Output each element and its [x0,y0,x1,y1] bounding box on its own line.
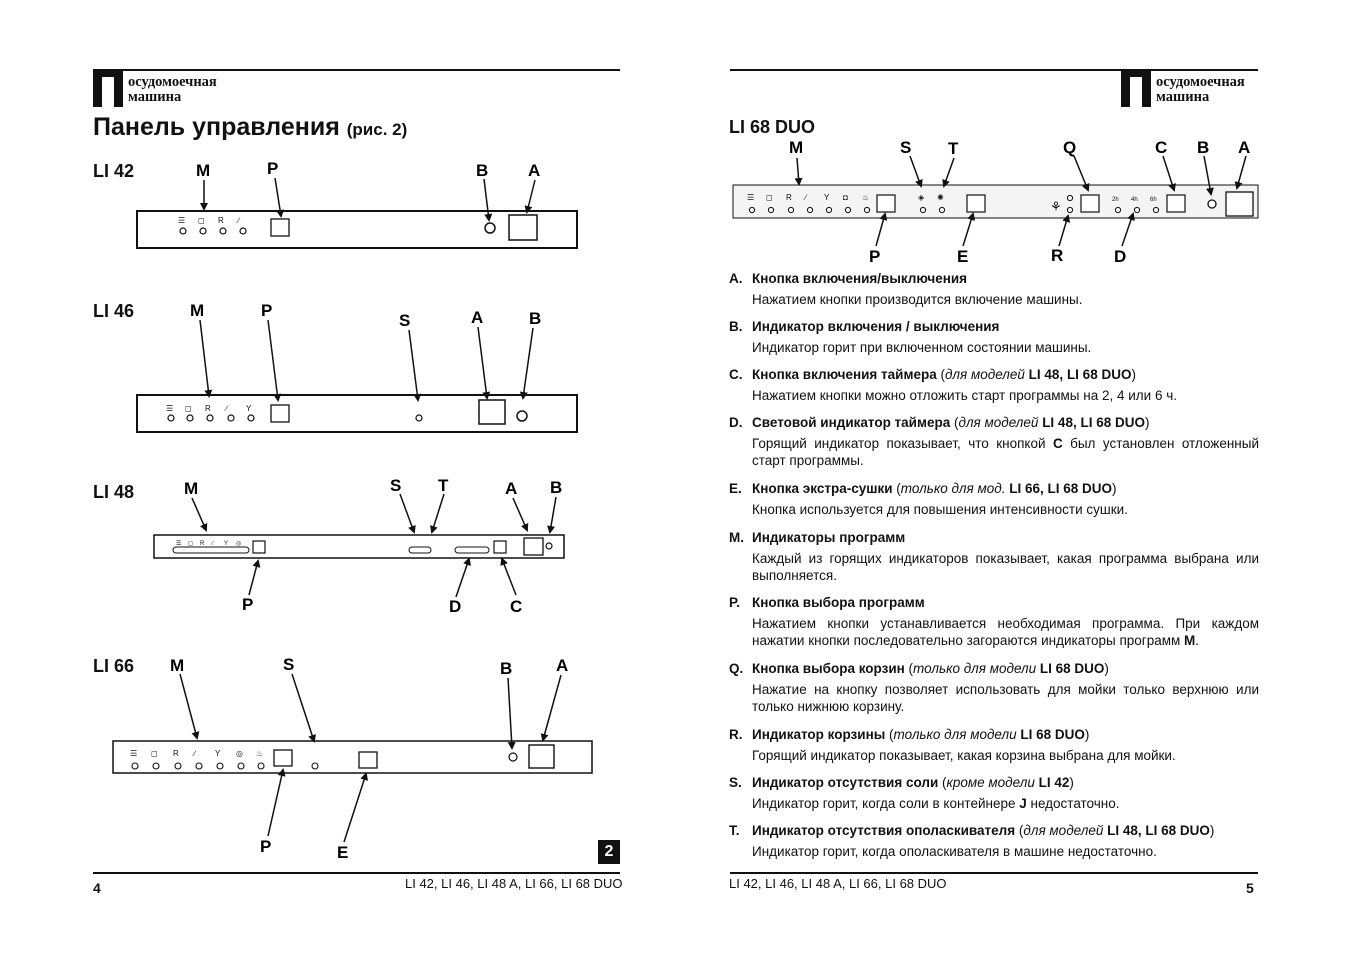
arrow-li46-M [200,320,209,396]
program-icon: R [786,193,792,202]
label-li46-P: P [261,301,273,320]
program-icon: ∕ [238,216,240,225]
desc-head: Индикаторы программ [752,530,906,545]
desc-body [729,795,1259,812]
arrow-li68-R [1059,216,1068,246]
desc-paren: ( [938,775,947,790]
program-icon: ☰ [178,216,186,225]
program-icon: Y [224,541,229,547]
desc-item-B [729,318,1259,356]
desc-head: Кнопка включения таймера [752,367,937,382]
li48-power-button[interactable] [524,538,543,555]
desc-letter: T. [729,823,740,838]
desc-note: для моделей [958,415,1039,430]
desc-body: Горящий индикатор показывает, какая корзина выбрана для мойки. [752,748,1176,763]
label-li66-B: B [500,659,513,678]
label-li46-A: A [471,308,484,327]
arrow-li66-B [508,678,512,748]
desc-paren: ) [1069,775,1074,790]
arrow-li66-M [180,674,197,738]
desc-paren: ) [1104,661,1109,676]
li42-program-button[interactable] [271,219,289,236]
label-li42-M: M [196,161,211,180]
desc-body-ref: J [1019,796,1027,811]
desc-letter: B. [729,319,743,334]
left-footer-rule [93,872,620,874]
program-icon: ◻ [188,541,193,547]
program-icon: ◻ [151,749,158,758]
desc-item-C [729,366,1259,404]
desc-body: Нажатие на кнопку позволяет использовать для мойки только верхнюю или только нижнюю корзину. [752,682,1259,714]
desc-letter: D. [729,415,743,430]
label-li48-D: D [449,597,462,616]
right-footer-models: LI 42, LI 46, LI 48 A, LI 66, LI 68 DUO [729,876,947,891]
model-label-li42: LI 42 [93,161,135,181]
desc-paren: ) [1084,727,1090,742]
desc-models: LI 66, LI 68 DUO [1005,481,1112,496]
desc-body: Каждый из горящих индикаторов показывает, какая программа выбрана или выполняется. [752,551,1259,583]
program-icon: R [200,541,205,547]
desc-models: LI 68 DUO [1016,727,1085,742]
desc-paren: ( [1015,823,1024,838]
program-icon: Y [246,404,252,413]
page-title-text: Панель управления [93,113,340,141]
label-li68-Q: Q [1063,138,1077,157]
label-li46-B: B [529,309,542,328]
left-page-number: 4 [93,880,101,896]
arrow-li48-T [432,494,444,532]
label-li46-M: M [190,301,205,320]
program-icon: Y [824,193,830,202]
timer-label-2h: 2h [1112,197,1119,203]
program-icon: ◻ [185,404,192,413]
desc-body-ref: M [1184,633,1196,648]
label-li48-B: B [550,478,563,497]
desc-paren: ( [936,367,945,382]
desc-body: Нажатием кнопки можно отложить старт программы на 2, 4 или 6 ч. [752,388,1177,403]
label-li48-M: M [184,479,199,498]
desc-item-D [729,414,1259,469]
logo-line-2: машина [1156,89,1210,105]
desc-body-text: . [1195,633,1200,648]
arrow-li68-P [876,214,885,246]
label-li68-B: B [1197,138,1210,157]
arrow-li68-A [1237,156,1246,188]
li48-power-indicator [546,543,552,549]
label-li68-S: S [900,138,912,157]
program-icon: ☰ [130,749,138,758]
arrow-li46-A [478,327,487,398]
desc-head: Световой индикатор таймера [752,415,951,430]
desc-letter: A. [729,271,743,286]
arrow-li46-P [268,320,278,400]
label-li42-B: B [476,161,489,180]
label-li68-P: P [869,247,881,266]
arrow-li48-D [456,559,469,597]
program-icon: R [173,749,179,758]
desc-item-A [729,270,1259,308]
program-icon: Y [215,749,221,758]
li42-power-button[interactable] [509,215,537,240]
label-li42-A: A [528,161,541,180]
desc-note: для моделей [1023,823,1104,838]
label-li68-A: A [1238,138,1251,157]
right-header-rule [730,69,1258,71]
left-footer-models: LI 42, LI 46, LI 48 A, LI 66, LI 68 DUO [405,876,623,891]
desc-item-E [729,480,1259,518]
arrow-li68-E [963,214,973,246]
desc-body [729,435,1259,469]
desc-item-T [729,822,1259,860]
label-li42-P: P [267,159,279,178]
arrow-li48-A [513,498,527,530]
desc-note: для моделей [944,367,1025,382]
right-footer-rule [730,872,1258,874]
li68-power-indicator [1208,200,1216,208]
desc-models: LI 48, LI 68 DUO [1103,823,1210,838]
program-icon: ◻ [198,216,205,225]
logo-line-2: машина [128,89,182,105]
desc-body-text: Горящий индикатор показывает, что кнопкой [752,436,1053,451]
li66-program-button[interactable] [274,750,292,766]
desc-body: Нажатием кнопки производится включение машины. [752,292,1083,307]
desc-body-ref: С [1052,436,1063,451]
desc-letter: R. [729,727,743,742]
desc-paren: ) [1131,367,1136,382]
li46-panel-outline [137,395,577,432]
li46-power-indicator [517,411,527,421]
program-icon: ☰ [176,541,182,547]
model-label-li66: LI 66 [93,656,135,676]
basket-icon: ⚘ [1050,199,1062,214]
label-li46-S: S [399,311,411,330]
arrow-li48-B [550,497,556,532]
desc-body: Кнопка используется для повышения интенсивности сушки. [752,502,1128,517]
label-li66-M: M [170,656,185,675]
li66-power-button[interactable] [529,745,554,768]
program-icon: R [205,404,211,413]
desc-paren: ( [904,661,914,676]
program-icon: ☰ [747,193,755,202]
desc-body-text: был установлен отложенный старт программы. [752,436,1260,468]
arrow-li42-A [527,180,535,212]
figure-number-badge: 2 [598,840,620,864]
timer-label-6h: 6h [1150,197,1157,203]
salt-icon: ◈ [918,193,925,202]
right-logo-mark [1121,71,1151,107]
desc-body [729,615,1259,649]
desc-note: только для модели [893,727,1017,742]
arrow-li48-P [249,561,258,595]
desc-item-S [729,774,1259,812]
arrow-li46-B [523,328,533,398]
page-title-figure-ref: (рис. 2) [346,120,408,139]
model-label-li68-duo: LI 68 DUO [729,117,816,137]
li46-power-button[interactable] [479,400,505,424]
desc-item-M [729,529,1259,584]
arrow-li68-S [910,156,921,186]
program-icon: ◘ [843,193,848,202]
program-icon: ◎ [236,749,243,758]
li48-program-button[interactable] [253,541,265,553]
arrow-li68-T [944,158,954,186]
arrow-li66-S [292,674,314,741]
desc-note: кроме модели [946,775,1035,790]
desc-head: Кнопка экстра-сушки [752,481,893,496]
desc-letter: C. [729,367,743,382]
program-icon: ∕ [805,193,807,202]
desc-note: только для модели [913,661,1037,676]
desc-head: Индикатор включения / выключения [752,319,1000,334]
program-icon: ◻ [766,193,773,202]
desc-letter: M. [729,530,744,545]
desc-letter: Q. [729,661,744,676]
arrow-li46-S [409,330,418,400]
desc-head: Кнопка выбора корзин [752,661,905,676]
label-li68-C: C [1155,138,1168,157]
label-li68-M: M [789,138,804,157]
program-icon: ∕ [194,749,196,758]
desc-paren: ) [1112,481,1117,496]
desc-letter: E. [729,481,742,496]
right-logo-text [1156,75,1245,105]
program-icon: ☰ [166,404,174,413]
li42-power-indicator [485,223,495,233]
label-li66-A: A [556,656,569,675]
desc-head: Кнопка включения/выключения [752,271,968,286]
desc-head: Индикатор отсутствия ополаскивателя [752,823,1016,838]
desc-paren: ( [950,415,959,430]
logo-line-1: осудомоечная [128,74,217,90]
li68-extra-dry-button[interactable] [967,195,985,212]
arrow-li66-E [344,774,366,842]
model-label-li46: LI 46 [93,301,135,321]
desc-models: LI 48, LI 68 DUO [1038,415,1145,430]
label-li66-E: E [337,843,349,862]
program-icon: ◎ [236,541,242,547]
label-li68-T: T [948,139,959,158]
arrow-li66-P [268,770,283,836]
arrow-li68-M [797,158,799,184]
li68-basket-button[interactable] [1081,195,1099,212]
li66-extra-dry-button[interactable] [359,752,377,768]
li68-power-button[interactable] [1226,192,1253,216]
program-icon: ∕ [212,541,214,547]
logo-line-1: осудомоечная [1156,74,1245,90]
li48-timer-button[interactable] [494,541,506,553]
desc-item-R [729,726,1259,764]
arrow-li66-A [543,675,561,740]
label-li48-A: A [505,479,518,498]
program-icon: ♨ [862,193,870,202]
label-li48-S: S [390,476,402,495]
label-li66-S: S [283,655,295,674]
desc-head: Индикатор отсутствия соли [752,775,939,790]
desc-item-Q [729,660,1259,715]
desc-paren: ) [1209,823,1215,838]
arrow-li48-S [400,494,414,532]
desc-body-text: недостаточно. [1026,796,1120,811]
li68-program-button[interactable] [877,195,895,212]
desc-note: только для мод. [900,481,1006,496]
li68-timer-button[interactable] [1167,195,1185,212]
desc-head: Кнопка выбора программ [752,595,925,610]
arrow-li48-M [192,498,206,530]
rinse-icon: ✺ [937,193,944,202]
program-icon: ♨ [256,749,264,758]
li46-program-button[interactable] [271,405,289,422]
desc-models: LI 42 [1034,775,1070,790]
li66-panel-outline [113,741,592,773]
program-icon: R [218,216,224,225]
desc-letter: S. [729,775,742,790]
arrow-li48-C [502,559,516,595]
model-label-li48: LI 48 [93,482,135,502]
desc-head: Индикатор корзины [752,727,886,742]
li66-power-indicator [509,753,517,761]
label-li48-T: T [438,476,449,495]
label-li48-C: C [510,597,523,616]
program-icon: ∕ [226,404,228,413]
arrow-li68-D [1122,214,1133,246]
desc-models: LI 68 DUO [1036,661,1105,676]
desc-paren: ( [885,727,894,742]
label-li68-E: E [957,247,969,266]
right-page-number: 5 [1246,880,1254,896]
desc-paren: ( [892,481,901,496]
desc-letter: P. [729,595,741,610]
desc-body-text: Нажатием кнопки устанавливается необходимая программа. При каждом нажатии кнопки последовательно загораются индикаторы программ [752,616,1259,648]
desc-paren: ) [1144,415,1150,430]
desc-body-text: Индикатор горит, когда соли в контейнере [752,796,1020,811]
desc-body: Индикатор горит, когда ополаскивателя в машине недостаточно. [752,844,1157,859]
label-li66-P: P [260,837,272,856]
desc-models: LI 48, LI 68 DUO [1024,367,1132,382]
desc-item-P [729,594,1259,649]
label-li48-P: P [242,595,254,614]
label-li68-R: R [1051,246,1064,265]
timer-label-4h: 4h [1131,197,1138,203]
desc-body: Индикатор горит при включенном состоянии машины. [752,340,1092,355]
label-li68-D: D [1114,247,1127,266]
